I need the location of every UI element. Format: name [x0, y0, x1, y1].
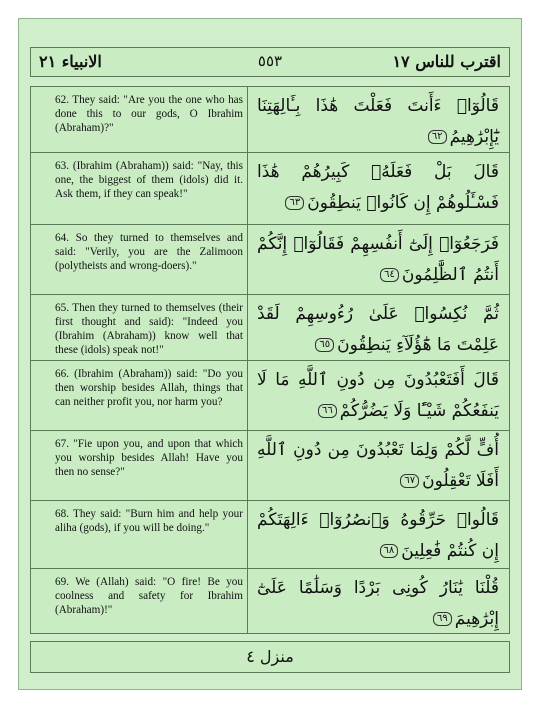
arabic-text: قَالَ أَفَتَعْبُدُونَ مِن دُونِ ٱللَّهِ مَا لَا يَنفَعُكُمْ شَيْـًٔا وَلَا يَضُرُّكُمْ: [257, 370, 499, 421]
page-footer: [30, 641, 510, 673]
english-translation: 69. We (Allah) said: "O fire! Be you coolness and safety for Ibrahim (Abraham)!": [55, 576, 243, 616]
verse-row: [31, 361, 509, 431]
english-translation: 65. Then they turned to themselves (their first thought and said): "Indeed you (Ibrahim (Abraham)) know well that these (idols) speak not!": [55, 302, 243, 356]
page-number: ٥٥٣: [257, 52, 283, 70]
juz-name: اقترب للناس ١٧: [392, 52, 501, 71]
verse-table: [30, 86, 510, 634]
ayah-number-marker: ٦٦: [318, 404, 337, 418]
ayah-number-marker: ٦٧: [400, 474, 419, 488]
arabic-verse: [257, 435, 499, 497]
english-translation: 63. (Ibrahim (Abraham)) said: "Nay, this one, the biggest of them (idols) did it. Ask them, if they can speak!": [55, 160, 243, 200]
arabic-verse: [257, 157, 499, 219]
ayah-number-marker: ٦٩: [433, 612, 452, 626]
ayah-number-marker: ٦٢: [428, 130, 447, 144]
english-translation: 66. (Ibrahim (Abraham)) said: "Do you then worship besides Allah, things that can neither profit you, nor harm you?: [55, 368, 243, 408]
arabic-text: أُفٍّ لَّكُمْ وَلِمَا تَعْبُدُونَ مِن دُونِ ٱللَّهِ أَفَلَا تَعْقِلُونَ: [257, 440, 499, 491]
manzil-label: منزل ٤: [246, 647, 294, 666]
arabic-verse: [257, 365, 499, 427]
arabic-text: قَالُوٓا۟ ءَأَنتَ فَعَلْتَ هَٰذَا بِـَٔالِهَتِنَا يَٰٓإِبْرَٰهِيمُ: [257, 96, 499, 147]
arabic-verse: [257, 91, 499, 153]
english-translation: 62. They said: "Are you the one who has done this to our gods, O Ibrahim (Abraham)?": [55, 94, 243, 134]
arabic-text: قَالُوا۟ حَرِّقُوهُ وَٱنصُرُوٓا۟ ءَالِهَتَكُمْ إِن كُنتُمْ فَٰعِلِينَ: [257, 510, 499, 561]
surah-name: الانبياء ٢١: [39, 52, 102, 71]
verse-row: [31, 87, 509, 153]
english-translation: 68. They said: "Burn him and help your aliha (gods), if you will be doing.": [55, 508, 243, 534]
verse-row: [31, 501, 509, 569]
verse-row: [31, 569, 509, 635]
verse-row: [31, 295, 509, 361]
arabic-verse: [257, 505, 499, 567]
english-translation: 67. "Fie upon you, and upon that which you worship besides Allah! Have you then no sense?": [55, 438, 243, 478]
verse-row: [31, 153, 509, 225]
arabic-text: قَالَ بَلْ فَعَلَهُۥ كَبِيرُهُمْ هَٰذَا فَسْـَٔلُوهُمْ إِن كَانُوا۟ يَنطِقُونَ: [257, 162, 499, 213]
verse-row: [31, 431, 509, 501]
ayah-number-marker: ٦٤: [380, 268, 399, 282]
ayah-number-marker: ٦٥: [315, 338, 334, 352]
ayah-number-marker: ٦٣: [285, 196, 304, 210]
arabic-text: ثُمَّ نُكِسُوا۟ عَلَىٰ رُءُوسِهِمْ لَقَدْ عَلِمْتَ مَا هَٰٓؤُلَآءِ يَنطِقُونَ: [257, 304, 499, 355]
arabic-text: قُلْنَا يَٰنَارُ كُونِى بَرْدًا وَسَلَٰمًا عَلَىٰٓ إِبْرَٰهِيمَ: [257, 578, 499, 629]
page-header: [30, 47, 510, 77]
arabic-text: فَرَجَعُوٓا۟ إِلَىٰٓ أَنفُسِهِمْ فَقَالُوٓا۟ إِنَّكُمْ أَنتُمُ ٱلظَّٰلِمُونَ: [257, 234, 499, 285]
ayah-number-marker: ٦٨: [380, 544, 399, 558]
arabic-verse: [257, 573, 499, 635]
arabic-verse: [257, 229, 499, 291]
arabic-verse: [257, 299, 499, 361]
english-translation: 64. So they turned to themselves and said: "Verily, you are the Zalimoon (polytheists and wrong-doers).": [55, 232, 243, 272]
verse-row: [31, 225, 509, 295]
